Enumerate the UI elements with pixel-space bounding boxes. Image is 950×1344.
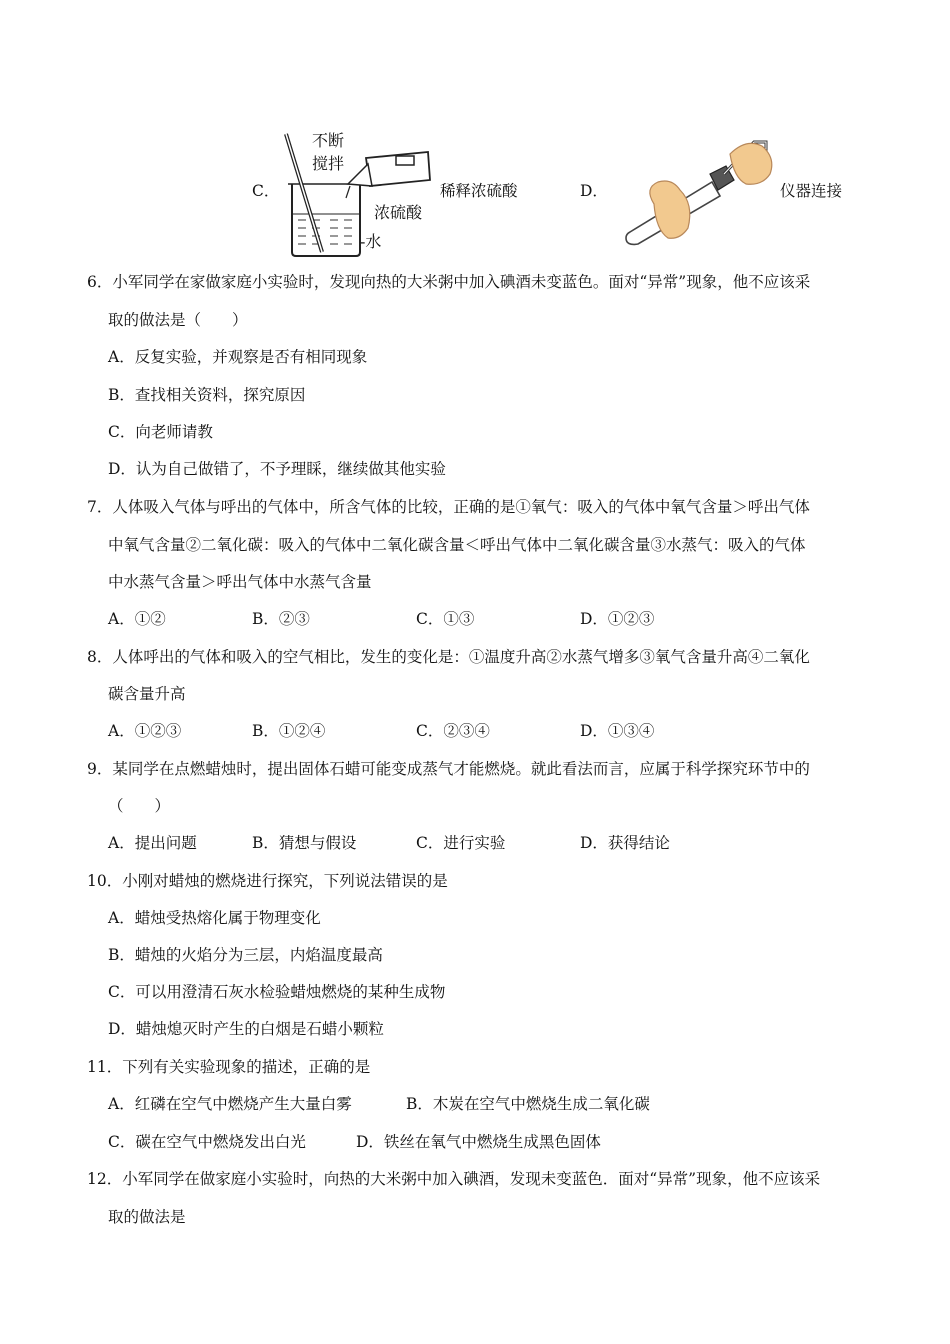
q12-stem-line-2: 取的做法是: [108, 1208, 186, 1226]
label-stir-1: 不断: [312, 131, 345, 150]
q11-option-d: D．铁丝在氧气中燃烧生成黑色固体: [356, 1133, 601, 1151]
q7-option-b: B．②③: [252, 610, 310, 628]
q9-option-d: D．获得结论: [580, 834, 670, 852]
q11-option-a: A．红磷在空气中燃烧产生大量白雾: [108, 1095, 352, 1113]
q8-option-a: A．①②③: [108, 722, 182, 740]
q7-option-a: A．①②: [108, 610, 166, 628]
q10-option-a: A．蜡烛受热熔化属于物理变化: [108, 909, 321, 927]
q6-option-a: A．反复实验，并观察是否有相同现象: [108, 348, 368, 366]
q11-option-c: C．碳在空气中燃烧发出白光: [108, 1133, 306, 1151]
q7-stem-line-1: 7．人体吸入气体与呼出的气体中，所含气体的比较，正确的是①氧气：吸入的气体中氧气含量＞呼出气体: [87, 498, 810, 516]
q7-stem-line-3: 中水蒸气含量＞呼出气体中水蒸气含量: [108, 573, 372, 591]
q8-option-c: C．②③④: [416, 722, 490, 740]
q8-stem-line-1: 8．人体呼出的气体和吸入的空气相比，发生的变化是：①温度升高②水蒸气增多③氧气含量升高④二氧化: [87, 648, 810, 666]
option-c-caption: 稀释浓硫酸: [440, 182, 518, 200]
q6-option-d: D．认为自己做错了，不予理睬，继续做其他实验: [108, 460, 446, 478]
q10-option-d: D．蜡烛熄灭时产生的白烟是石蜡小颗粒: [108, 1020, 384, 1038]
q9-option-b: B．猜想与假设: [252, 834, 357, 852]
beaker-dilution-diagram-icon: [278, 128, 438, 258]
q6-option-c: C．向老师请教: [108, 423, 213, 441]
q11-option-b: B．木炭在空气中燃烧生成二氧化碳: [406, 1095, 650, 1113]
q8-stem-line-2: 碳含量升高: [108, 685, 186, 703]
hand-test-tube-connection-icon: [614, 134, 778, 246]
label-acid: 浓硫酸: [374, 203, 423, 222]
q10-option-c: C．可以用澄清石灰水检验蜡烛燃烧的某种生成物: [108, 983, 446, 1001]
q9-option-a: A．提出问题: [108, 834, 197, 852]
q6-stem-line-2: 取的做法是（ ）: [108, 311, 248, 329]
label-stir-2: 搅拌: [312, 154, 345, 173]
q9-option-c: C．进行实验: [416, 834, 506, 852]
q11-stem: 11．下列有关实验现象的描述，正确的是: [87, 1058, 371, 1076]
q10-option-b: B．蜡烛的火焰分为三层，内焰温度最高: [108, 946, 383, 964]
label-water: -水: [360, 232, 382, 251]
option-d-caption: 仪器连接: [780, 182, 843, 200]
q12-stem-line-1: 12．小军同学在做家庭小实验时，向热的大米粥中加入碘酒，发现未变蓝色．面对“异常”现象，他不应该采: [87, 1170, 821, 1188]
q9-stem-line-2: （ ）: [108, 797, 171, 815]
q9-stem-line-1: 9．某同学在点燃蜡烛时，提出固体石蜡可能变成蒸气才能燃烧。就此看法而言，应属于科学探究环节中的: [87, 760, 810, 778]
q7-option-d: D．①②③: [580, 610, 655, 628]
option-d-letter: D．: [580, 182, 608, 200]
q8-option-d: D．①③④: [580, 722, 655, 740]
q10-stem: 10．小刚对蜡烛的燃烧进行探究，下列说法错误的是: [87, 872, 448, 890]
q8-option-b: B．①②④: [252, 722, 326, 740]
q7-stem-line-2: 中氧气含量②二氧化碳：吸入的气体中二氧化碳含量＜呼出气体中二氧化碳含量③水蒸气：吸入的气体: [108, 536, 806, 554]
q7-option-c: C．①③: [416, 610, 475, 628]
q6-option-b: B．查找相关资料，探究原因: [108, 386, 306, 404]
option-c-letter: C．: [252, 182, 280, 200]
q6-stem-line-1: 6．小军同学在家做家庭小实验时，发现向热的大米粥中加入碘酒未变蓝色。面对“异常”现象，他不应该采: [87, 273, 811, 291]
